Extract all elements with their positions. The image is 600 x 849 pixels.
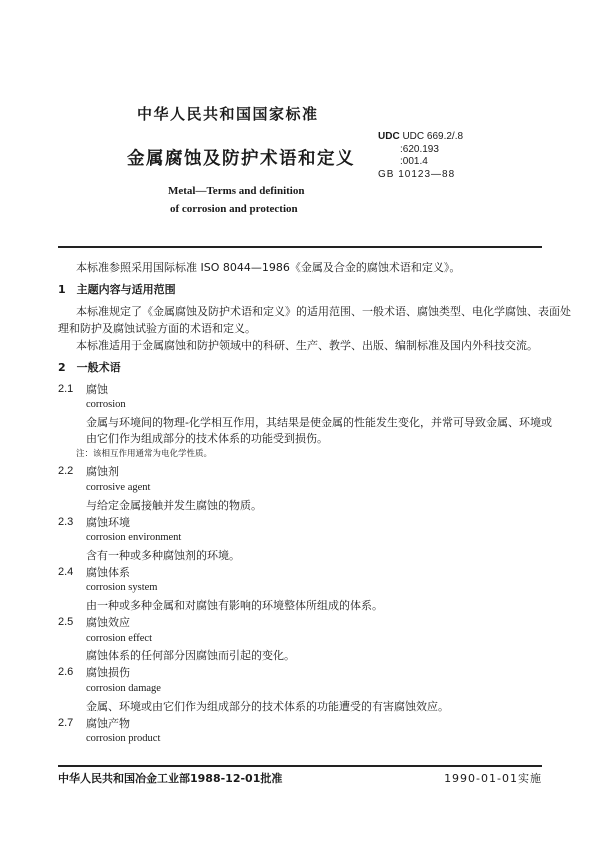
udc-code: UDC UDC 669.2/.8 :620.193 :001.4 GB 10123—88 xyxy=(378,131,464,180)
term-zh: 腐蚀体系 xyxy=(86,566,130,579)
term-en: corrosion damage xyxy=(86,683,161,694)
intro-text: 本标准参照采用国际标准 ISO 8044—1986《金属及合金的腐蚀术语和定义》。 xyxy=(76,261,461,274)
term-zh: 腐蚀剂 xyxy=(86,465,119,478)
term-note: 注：该相互作用通常为电化学性质。 xyxy=(76,449,213,459)
term-definition: 含有一种或多种腐蚀剂的环境。 xyxy=(86,549,240,562)
term-number: 2.1 xyxy=(58,383,74,395)
term-number: 2.5 xyxy=(58,616,74,628)
udc-line2: :620.193 xyxy=(400,143,439,155)
section2-heading: 2 一般术语 xyxy=(58,361,121,374)
term-number: 2.2 xyxy=(58,465,74,477)
term-zh: 腐蚀产物 xyxy=(86,717,130,730)
gb-code: GB 10123—88 xyxy=(378,168,456,180)
implementation-date: 1990-01-01实施 xyxy=(444,772,542,785)
term-number: 2.3 xyxy=(58,516,74,528)
udc-line3: :001.4 xyxy=(400,156,428,167)
term-number: 2.6 xyxy=(58,666,74,678)
term-zh: 腐蚀损伤 xyxy=(86,666,130,679)
term-en: corrosion xyxy=(86,399,126,410)
term-en: corrosive agent xyxy=(86,482,151,493)
term-definition: 由它们作为组成部分的技术体系的功能受到损伤。 xyxy=(86,432,328,445)
section1-heading: 1 主题内容与适用范围 xyxy=(58,283,176,296)
section1-para1-line2: 理和防护及腐蚀试验方面的术语和定义。 xyxy=(58,322,256,335)
national-standard-heading: 中华人民共和国国家标准 xyxy=(137,105,319,123)
section1-para2: 本标准适用于金属腐蚀和防护领域中的科研、生产、教学、出版、编制标准及国内外科技交流。 xyxy=(76,339,538,352)
document-title: 金属腐蚀及防护术语和定义 xyxy=(127,149,355,169)
term-en: corrosion effect xyxy=(86,633,152,644)
term-definition: 金属与环境间的物理-化学相互作用，其结果是使金属的性能发生变化，并常可导致金属、环境或 xyxy=(86,416,552,429)
term-definition: 与给定金属接触并发生腐蚀的物质。 xyxy=(86,499,262,512)
term-definition: 由一种或多种金属和对腐蚀有影响的环境整体所组成的体系。 xyxy=(86,599,383,612)
approval-text: 中华人民共和国冶金工业部1988-12-01批准 xyxy=(58,772,283,785)
bottom-rule xyxy=(58,765,542,767)
term-zh: 腐蚀 xyxy=(86,383,108,396)
udc-line1: UDC 669.2/.8 xyxy=(402,131,464,142)
section1-para1-line1: 本标准规定了《金属腐蚀及防护术语和定义》的适用范围、一般术语、腐蚀类型、电化学腐蚀、表面处 xyxy=(76,305,571,318)
term-number: 2.7 xyxy=(58,717,74,729)
term-definition: 金属、环境或由它们作为组成部分的技术体系的功能遭受的有害腐蚀效应。 xyxy=(86,700,449,713)
term-zh: 腐蚀效应 xyxy=(86,616,130,629)
term-definition: 腐蚀体系的任何部分因腐蚀而引起的变化。 xyxy=(86,649,295,662)
term-en: corrosion product xyxy=(86,733,161,744)
term-zh: 腐蚀环境 xyxy=(86,516,130,529)
english-title-line2: of corrosion and protection xyxy=(170,203,298,215)
top-rule xyxy=(58,246,542,248)
term-en: corrosion environment xyxy=(86,532,182,543)
term-number: 2.4 xyxy=(58,566,74,578)
english-title-line1: Metal—Terms and definition xyxy=(168,185,305,197)
term-en: corrosion system xyxy=(86,582,158,593)
